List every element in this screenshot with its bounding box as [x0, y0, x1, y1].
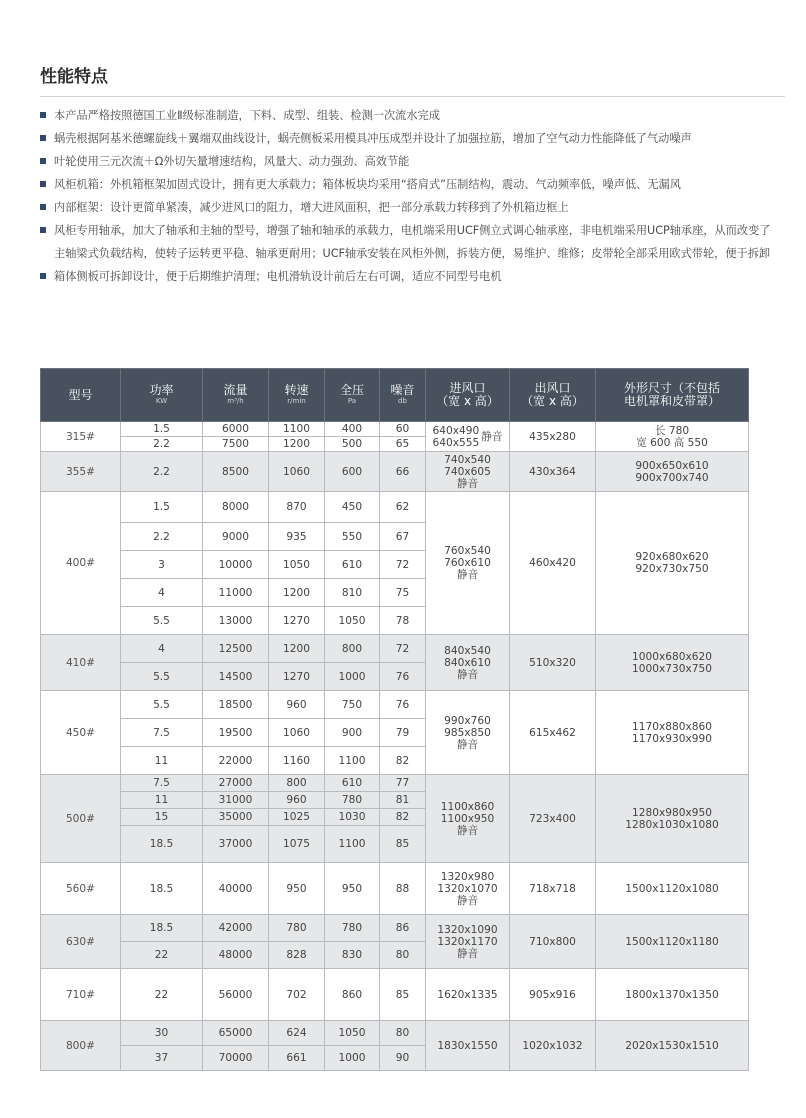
noise-cell: 85	[380, 826, 426, 863]
pressure-cell: 780	[325, 792, 380, 809]
flow-cell: 18500	[203, 691, 269, 719]
inlet-lines	[433, 425, 480, 449]
dimensions-line: 920x680x620	[635, 551, 709, 563]
inlet-line: 1100x860	[440, 800, 495, 813]
inlet-line: 640x490	[432, 424, 480, 437]
pressure-cell: 1030	[325, 809, 380, 826]
inlet-line: 静音	[456, 947, 479, 960]
speed-cell: 1025	[269, 809, 325, 826]
inlet-line: 1100x950	[440, 812, 495, 825]
noise-cell: 60	[380, 422, 426, 437]
dimensions-cell	[596, 492, 749, 635]
power-cell: 1.5	[121, 492, 203, 523]
inlet-cell	[426, 969, 510, 1021]
power-cell: 2.2	[121, 437, 203, 452]
speed-cell: 1075	[269, 826, 325, 863]
speed-cell: 950	[269, 863, 325, 915]
header-pressure: 全压 Pa	[325, 369, 380, 422]
flow-cell: 40000	[203, 863, 269, 915]
power-cell: 4	[121, 579, 203, 607]
dimensions-line: 920x730x750	[635, 563, 709, 575]
noise-cell: 76	[380, 663, 426, 691]
dimensions-cell	[596, 915, 749, 969]
table-row	[41, 492, 749, 523]
feature-item: 内部框架：设计更简单紧凑，减少进风口的阻力，增大进风面积，把一部分承载力转移到了外机箱边框上	[40, 196, 780, 219]
speed-cell: 780	[269, 915, 325, 942]
pressure-cell: 750	[325, 691, 380, 719]
outlet-cell: 615x462	[510, 691, 596, 775]
inlet-note: 静音	[481, 430, 503, 443]
speed-cell: 828	[269, 942, 325, 969]
flow-cell: 13000	[203, 607, 269, 635]
outlet-cell: 435x280	[510, 422, 596, 452]
speed-cell: 624	[269, 1021, 325, 1046]
outlet-cell: 430x364	[510, 452, 596, 492]
feature-list	[40, 104, 780, 288]
pressure-cell: 600	[325, 452, 380, 492]
noise-cell: 72	[380, 635, 426, 663]
pressure-cell: 860	[325, 969, 380, 1021]
table-row	[41, 422, 749, 437]
power-cell: 30	[121, 1021, 203, 1046]
flow-cell: 22000	[203, 747, 269, 775]
power-cell: 11	[121, 792, 203, 809]
inlet-line: 静音	[456, 824, 479, 837]
flow-cell: 65000	[203, 1021, 269, 1046]
model-cell: 710#	[41, 969, 121, 1021]
inlet-cell	[426, 492, 510, 635]
flow-cell: 9000	[203, 523, 269, 551]
speed-cell: 661	[269, 1046, 325, 1071]
dimensions-line: 1000x680x620	[632, 650, 712, 663]
flow-cell: 8000	[203, 492, 269, 523]
speed-cell: 702	[269, 969, 325, 1021]
dimensions-line: 1800x1370x1350	[625, 988, 719, 1001]
noise-cell: 72	[380, 551, 426, 579]
inlet-cell	[426, 1021, 510, 1071]
table-row	[41, 635, 749, 663]
power-cell: 5.5	[121, 691, 203, 719]
outlet-cell: 510x320	[510, 635, 596, 691]
header-model: 型号	[41, 369, 121, 422]
flow-cell: 10000	[203, 551, 269, 579]
power-cell: 22	[121, 942, 203, 969]
flow-cell: 27000	[203, 775, 269, 792]
model-cell: 800#	[41, 1021, 121, 1071]
inlet-cell	[426, 691, 510, 775]
dimensions-line: 1500x1120x1180	[625, 935, 719, 948]
table-row	[41, 452, 749, 492]
power-cell: 18.5	[121, 915, 203, 942]
inlet-line: 1320x1090	[437, 923, 498, 936]
inlet-line: 760x540	[444, 545, 491, 557]
inlet-cell	[426, 635, 510, 691]
speed-cell: 1200	[269, 437, 325, 452]
feature-item: 蜗壳根据阿基米德螺旋线＋翼端双曲线设计，蜗壳侧板采用模具冲压成型并设计了加强拉筋，增加了空气动力性能降低了气动噪声	[40, 127, 780, 150]
inlet-line: 1320x1070	[437, 882, 498, 895]
flow-cell: 6000	[203, 422, 269, 437]
feature-item: 箱体侧板可拆卸设计，便于后期维护清理；电机滑轨设计前后左右可调，适应不同型号电机	[40, 265, 780, 288]
dimensions-line: 长 780	[654, 424, 690, 437]
inlet-line: 1620x1335	[437, 988, 498, 1001]
outlet-cell: 723x400	[510, 775, 596, 863]
feature-item: 风柜专用轴承，加大了轴承和主轴的型号，增强了轴和轴承的承载力，电机端采用UCF侧立式调心轴承座，非电机端采用UCP轴承座，从而改变了主轴梁式负载结构，使转子运转更平稳、轴承更耐用；UCF轴承安装在风柜外侧，拆装方便，易维护、维修；皮带轮全部采用欧式带轮，便于拆卸	[40, 219, 780, 265]
model-cell: 355#	[41, 452, 121, 492]
speed-cell: 1100	[269, 422, 325, 437]
pressure-cell: 610	[325, 551, 380, 579]
speed-cell: 870	[269, 492, 325, 523]
model-cell: 410#	[41, 635, 121, 691]
flow-cell: 35000	[203, 809, 269, 826]
header-inlet: 进风口 （宽 x 高）	[426, 369, 510, 422]
spec-table-body	[41, 422, 749, 1071]
model-cell: 630#	[41, 915, 121, 969]
speed-cell: 1200	[269, 635, 325, 663]
power-cell: 2.2	[121, 523, 203, 551]
dimensions-cell	[596, 422, 749, 452]
inlet-line: 840x540	[444, 644, 491, 657]
noise-cell: 77	[380, 775, 426, 792]
pressure-cell: 900	[325, 719, 380, 747]
pressure-cell: 800	[325, 635, 380, 663]
inlet-line: 760x610	[444, 557, 491, 569]
power-cell: 11	[121, 747, 203, 775]
table-row	[41, 775, 749, 792]
inlet-line: 静音	[456, 894, 479, 907]
power-cell: 4	[121, 635, 203, 663]
model-cell: 315#	[41, 422, 121, 452]
pressure-cell: 780	[325, 915, 380, 942]
noise-cell: 82	[380, 747, 426, 775]
pressure-cell: 550	[325, 523, 380, 551]
power-cell: 5.5	[121, 663, 203, 691]
table-row	[41, 915, 749, 942]
speed-cell: 1050	[269, 551, 325, 579]
flow-cell: 12500	[203, 635, 269, 663]
speed-cell: 935	[269, 523, 325, 551]
inlet-cell	[426, 863, 510, 915]
table-row	[41, 1021, 749, 1046]
inlet-line: 1320x1170	[437, 935, 498, 948]
pressure-cell: 830	[325, 942, 380, 969]
inlet-cell	[426, 915, 510, 969]
pressure-cell: 1100	[325, 747, 380, 775]
power-cell: 18.5	[121, 863, 203, 915]
dimensions-line: 1500x1120x1080	[625, 882, 719, 895]
power-cell: 15	[121, 809, 203, 826]
power-cell: 7.5	[121, 775, 203, 792]
power-cell: 5.5	[121, 607, 203, 635]
model-cell: 450#	[41, 691, 121, 775]
model-cell: 500#	[41, 775, 121, 863]
noise-cell: 90	[380, 1046, 426, 1071]
model-cell: 400#	[41, 492, 121, 635]
speed-cell: 800	[269, 775, 325, 792]
inlet-line: 985x850	[444, 726, 491, 739]
inlet-line: 740x540	[444, 453, 491, 466]
flow-cell: 48000	[203, 942, 269, 969]
flow-cell: 11000	[203, 579, 269, 607]
pressure-cell: 1000	[325, 1046, 380, 1071]
power-cell: 2.2	[121, 452, 203, 492]
flow-cell: 42000	[203, 915, 269, 942]
inlet-line: 740x605	[444, 465, 491, 478]
pressure-cell: 1050	[325, 1021, 380, 1046]
noise-cell: 79	[380, 719, 426, 747]
pressure-cell: 610	[325, 775, 380, 792]
pressure-cell: 450	[325, 492, 380, 523]
inlet-line: 静音	[456, 569, 479, 581]
speed-cell: 1200	[269, 579, 325, 607]
inlet-line: 1830x1550	[437, 1039, 498, 1052]
pressure-cell: 950	[325, 863, 380, 915]
dimensions-cell	[596, 691, 749, 775]
outlet-cell: 718x718	[510, 863, 596, 915]
flow-cell: 70000	[203, 1046, 269, 1071]
flow-cell: 31000	[203, 792, 269, 809]
outlet-cell: 905x916	[510, 969, 596, 1021]
inlet-line: 静音	[456, 477, 479, 490]
noise-cell: 81	[380, 792, 426, 809]
noise-cell: 85	[380, 969, 426, 1021]
noise-cell: 88	[380, 863, 426, 915]
dimensions-line: 1280x980x950	[632, 806, 712, 819]
table-row	[41, 863, 749, 915]
pressure-cell: 1100	[325, 826, 380, 863]
feature-item: 本产品严格按照德国工业Ⅱ级标准制造，下料、成型、组装、检测一次流水完成	[40, 104, 780, 127]
inlet-line: 1320x980	[440, 870, 495, 883]
table-row	[41, 691, 749, 719]
flow-cell: 19500	[203, 719, 269, 747]
speed-cell: 1270	[269, 607, 325, 635]
outlet-cell: 710x800	[510, 915, 596, 969]
pressure-cell: 1050	[325, 607, 380, 635]
feature-item: 叶轮使用三元次流＋Ω外切矢量增速结构，风量大、动力强劲、高效节能	[40, 150, 780, 173]
dimensions-cell	[596, 863, 749, 915]
header-flow: 流量 m³/h	[203, 369, 269, 422]
inlet-cell	[426, 452, 510, 492]
outlet-cell: 1020x1032	[510, 1021, 596, 1071]
noise-cell: 80	[380, 942, 426, 969]
pressure-cell: 500	[325, 437, 380, 452]
dimensions-cell	[596, 635, 749, 691]
power-cell: 7.5	[121, 719, 203, 747]
dimensions-line: 1170x930x990	[632, 732, 712, 745]
noise-cell: 86	[380, 915, 426, 942]
dimensions-line: 1170x880x860	[632, 720, 712, 733]
inlet-cell	[426, 775, 510, 863]
flow-cell: 8500	[203, 452, 269, 492]
noise-cell: 67	[380, 523, 426, 551]
inlet-line: 静音	[456, 668, 479, 681]
spec-table	[40, 368, 749, 1071]
noise-cell: 78	[380, 607, 426, 635]
noise-cell: 66	[380, 452, 426, 492]
inlet-wrap	[426, 425, 509, 449]
inlet-cell	[426, 422, 510, 452]
title-divider	[40, 96, 785, 97]
noise-cell: 80	[380, 1021, 426, 1046]
header-noise: 噪音 db	[380, 369, 426, 422]
speed-cell: 1060	[269, 719, 325, 747]
speed-cell: 1160	[269, 747, 325, 775]
dimensions-line: 宽 600 高 550	[636, 436, 708, 449]
speed-cell: 960	[269, 792, 325, 809]
dimensions-cell	[596, 969, 749, 1021]
dimensions-cell	[596, 1021, 749, 1071]
outlet-cell: 460x420	[510, 492, 596, 635]
model-cell: 560#	[41, 863, 121, 915]
speed-cell: 1060	[269, 452, 325, 492]
inlet-line: 静音	[456, 738, 479, 751]
dimensions-line: 2020x1530x1510	[625, 1039, 719, 1052]
table-header-row	[41, 369, 749, 422]
inlet-line: 640x555	[432, 436, 480, 449]
dimensions-line: 900x650x610	[635, 459, 709, 472]
inlet-line: 840x610	[444, 656, 491, 669]
pressure-cell: 400	[325, 422, 380, 437]
flow-cell: 37000	[203, 826, 269, 863]
dimensions-line: 900x700x740	[635, 471, 709, 484]
header-dimensions: 外形尺寸（不包括 电机罩和皮带罩）	[596, 369, 749, 422]
speed-cell: 1270	[269, 663, 325, 691]
flow-cell: 56000	[203, 969, 269, 1021]
flow-cell: 14500	[203, 663, 269, 691]
noise-cell: 65	[380, 437, 426, 452]
noise-cell: 62	[380, 492, 426, 523]
dimensions-cell	[596, 775, 749, 863]
power-cell: 22	[121, 969, 203, 1021]
header-speed: 转速 r/min	[269, 369, 325, 422]
noise-cell: 76	[380, 691, 426, 719]
dimensions-cell	[596, 452, 749, 492]
power-cell: 3	[121, 551, 203, 579]
power-cell: 18.5	[121, 826, 203, 863]
feature-item: 风柜机箱：外机箱框架加固式设计，拥有更大承载力；箱体板块均采用“搭肩式”压制结构，震动、气动频率低，噪声低、无漏风	[40, 173, 780, 196]
pressure-cell: 810	[325, 579, 380, 607]
inlet-line: 990x760	[444, 714, 491, 727]
power-cell: 1.5	[121, 422, 203, 437]
header-outlet: 出风口 （宽 x 高）	[510, 369, 596, 422]
pressure-cell: 1000	[325, 663, 380, 691]
flow-cell: 7500	[203, 437, 269, 452]
noise-cell: 75	[380, 579, 426, 607]
power-cell: 37	[121, 1046, 203, 1071]
table-row	[41, 969, 749, 1021]
page-title: 性能特点	[40, 67, 108, 87]
speed-cell: 960	[269, 691, 325, 719]
dimensions-line: 1280x1030x1080	[625, 818, 719, 831]
dimensions-line: 1000x730x750	[632, 662, 712, 675]
noise-cell: 82	[380, 809, 426, 826]
header-power: 功率 KW	[121, 369, 203, 422]
